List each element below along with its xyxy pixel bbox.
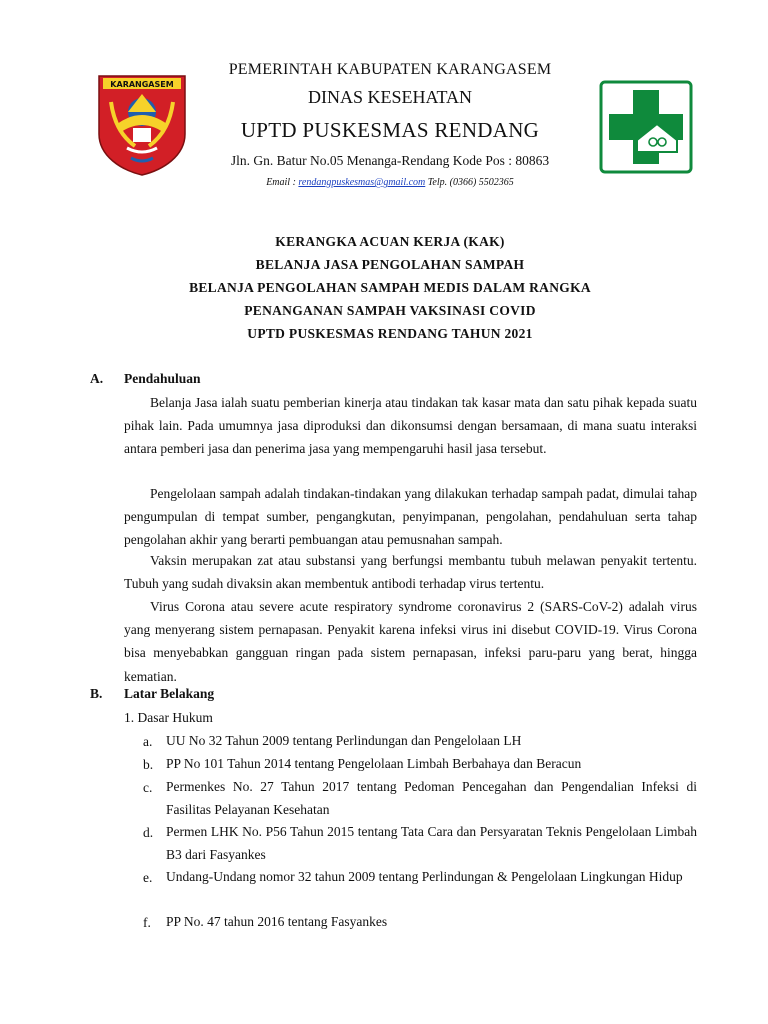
list-letter-f: f. <box>143 915 151 930</box>
letterhead-address: Jln. Gn. Batur No.05 Menanga-Rendang Kode Pos : 80863 <box>230 153 550 168</box>
list-text-f: PP No. 47 tahun 2016 tentang Fasyankes <box>166 914 388 929</box>
list-letter-b: b. <box>143 757 154 772</box>
letterhead-department: DINAS KESEHATAN <box>307 87 473 107</box>
doc-title-line-4: PENANGANAN SAMPAH VAKSINASI COVID <box>244 303 536 318</box>
paragraph-3-text: Vaksin merupakan zat atau substansi yang berfungsi membantu tubuh melawan penyakit tertentu. Tubuh yang sudah divaksin akan membentuk antibodi terhadap virus tertentu. <box>124 553 697 592</box>
list-letter-a: a. <box>143 734 153 749</box>
paragraph-4 <box>124 595 697 688</box>
list-letter-e: e. <box>143 870 153 885</box>
list-text-b: PP No 101 Tahun 2014 tentang Pengelolaan Limbah Berbahaya dan Beracun <box>166 756 582 771</box>
section-b-letter: B. <box>90 686 103 701</box>
phone-text: Telp. (0366) 5502365 <box>425 177 514 188</box>
paragraph-4-text: Virus Corona atau severe acute respiratory syndrome coronavirus 2 (SARS-CoV-2) adalah virus yang menyerang sistem pernapasan. Penyakit karena infeksi virus ini disebut COVID-19. Virus Corona bisa menyebabkan gangguan ringan pada sistem pernapasan, infeksi paru-paru yang berat, hingga kematian. <box>124 599 697 684</box>
section-a-letter: A. <box>90 371 104 386</box>
list-text-a: UU No 32 Tahun 2009 tentang Perlindungan dan Pengelolaan LH <box>166 733 522 748</box>
list-letter-d: d. <box>143 825 154 840</box>
letterhead-institution: UPTD PUSKESMAS RENDANG <box>240 118 540 142</box>
paragraph-2-text: Pengelolaan sampah adalah tindakan-tindakan yang dilakukan terhadap sampah padat, dimulai tahap pengumpulan di tempat sumber, pengangkutan, penyimpanan, pengolahan, pendahuluan serta tahap pengolahan akhir yang berarti pembuangan atau pemusnahan sampah. <box>124 486 697 548</box>
paragraph-3 <box>124 549 697 595</box>
list-text-e: Undang-Undang nomor 32 tahun 2009 tentang Perlindungan & Pengelolaan Lingkungan Hidup <box>166 869 683 884</box>
doc-title-line-3: BELANJA PENGOLAHAN SAMPAH MEDIS DALAM RANGKA <box>189 280 591 295</box>
paragraph-1-text: Belanja Jasa ialah suatu pemberian kinerja atau tindakan tak kasar mata dan satu pihak kepada suatu pihak lain. Pada umumnya jasa diproduksi dan dikonsumsi dengan bersamaan, di mana suatu interaksi antara pemberi jasa dan penerima jasa yang mempengaruhi hasil jasa tersebut. <box>124 395 697 457</box>
list-item-dasar-hukum: 1. Dasar Hukum <box>124 710 213 725</box>
list-letter-c: c. <box>143 780 153 795</box>
doc-title-line-2: BELANJA JASA PENGOLAHAN SAMPAH <box>255 257 525 272</box>
karangasem-regency-crest-icon <box>97 72 187 176</box>
section-a-heading: Pendahuluan <box>124 371 201 386</box>
paragraph-2 <box>124 482 697 552</box>
crest-label: KARANGASEM <box>110 80 174 89</box>
letterhead-contact <box>200 177 580 188</box>
doc-title-line-1: KERANGKA ACUAN KERJA (KAK) <box>275 234 505 249</box>
letterhead-government: PEMERINTAH KABUPATEN KARANGASEM <box>228 61 552 78</box>
doc-title-line-5: UPTD PUSKESMAS RENDANG TAHUN 2021 <box>247 326 533 341</box>
email-label: Email : <box>266 177 299 188</box>
email-link[interactable]: rendangpuskesmas@gmail.com <box>298 177 426 188</box>
section-b-heading: Latar Belakang <box>124 686 215 701</box>
puskesmas-cross-logo-icon <box>599 80 693 174</box>
list-text-c: Permenkes No. 27 Tahun 2017 tentang Pedoman Pencegahan dan Pengendalian Infeksi di Fasilitas Pelayanan Kesehatan <box>166 779 697 817</box>
paragraph-1 <box>124 391 697 461</box>
list-text-d: Permen LHK No. P56 Tahun 2015 tentang Tata Cara dan Persyaratan Teknis Pengelolaan Limbah B3 dari Fasyankes <box>166 824 697 862</box>
